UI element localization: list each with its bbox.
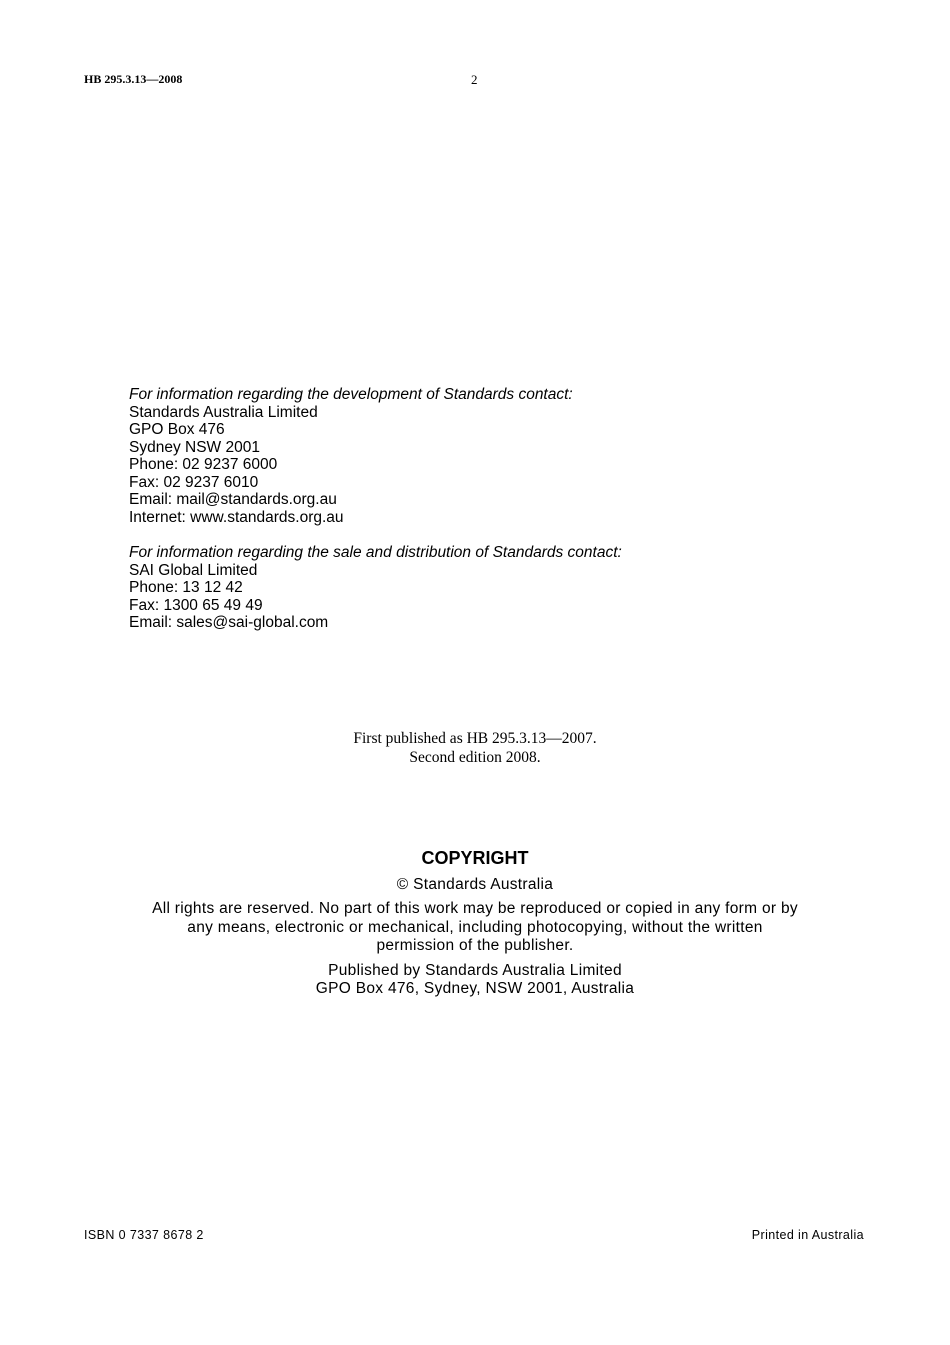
development-contact-line: Email: mail@standards.org.au xyxy=(129,491,337,508)
sales-contact-block xyxy=(129,544,622,632)
copyright-block xyxy=(0,847,950,999)
second-edition: Second edition 2008. xyxy=(409,749,541,766)
publisher-line: GPO Box 476, Sydney, NSW 2001, Australia xyxy=(315,980,635,997)
sales-contact-line: Phone: 13 12 42 xyxy=(129,579,243,596)
development-contact-line: Phone: 02 9237 6000 xyxy=(129,456,278,473)
rights-line: permission of the publisher. xyxy=(376,937,574,954)
page-number: 2 xyxy=(471,72,478,87)
development-contact-lead: For information regarding the development of Standards contact: xyxy=(129,386,573,403)
sales-contact-lead: For information regarding the sale and distribution of Standards contact: xyxy=(129,544,622,561)
copyright-title: COPYRIGHT xyxy=(421,848,529,868)
edition-notice xyxy=(0,729,950,767)
development-contact-line: Standards Australia Limited xyxy=(129,403,318,421)
copyright-holder: © Standards Australia xyxy=(396,876,554,893)
development-contact-line: Fax: 02 9237 6010 xyxy=(129,473,259,491)
sales-contact-line: Email: sales@sai-global.com xyxy=(129,614,329,631)
rights-statement xyxy=(0,900,950,956)
development-contact-line: GPO Box 476 xyxy=(129,421,225,438)
development-contact-line: Sydney NSW 2001 xyxy=(129,438,260,456)
isbn: ISBN 0 7337 8678 2 xyxy=(84,1228,204,1242)
first-published: First published as HB 295.3.13—2007. xyxy=(353,730,597,747)
development-contact-block xyxy=(129,386,573,526)
printed-in: Printed in Australia xyxy=(751,1228,864,1242)
sales-contact-line: Fax: 1300 65 49 49 xyxy=(129,596,263,614)
development-contact-line: Internet: www.standards.org.au xyxy=(129,508,344,526)
publisher-info xyxy=(0,962,950,999)
sales-contact-line: SAI Global Limited xyxy=(129,561,258,579)
document-id: HB 295.3.13—2008 xyxy=(84,72,183,86)
publisher-line: Published by Standards Australia Limited xyxy=(328,961,622,979)
rights-line: All rights are reserved. No part of this work may be reproduced or copied in any form or by xyxy=(152,900,798,917)
rights-line: any means, electronic or mechanical, including photocopying, without the written xyxy=(187,918,763,936)
